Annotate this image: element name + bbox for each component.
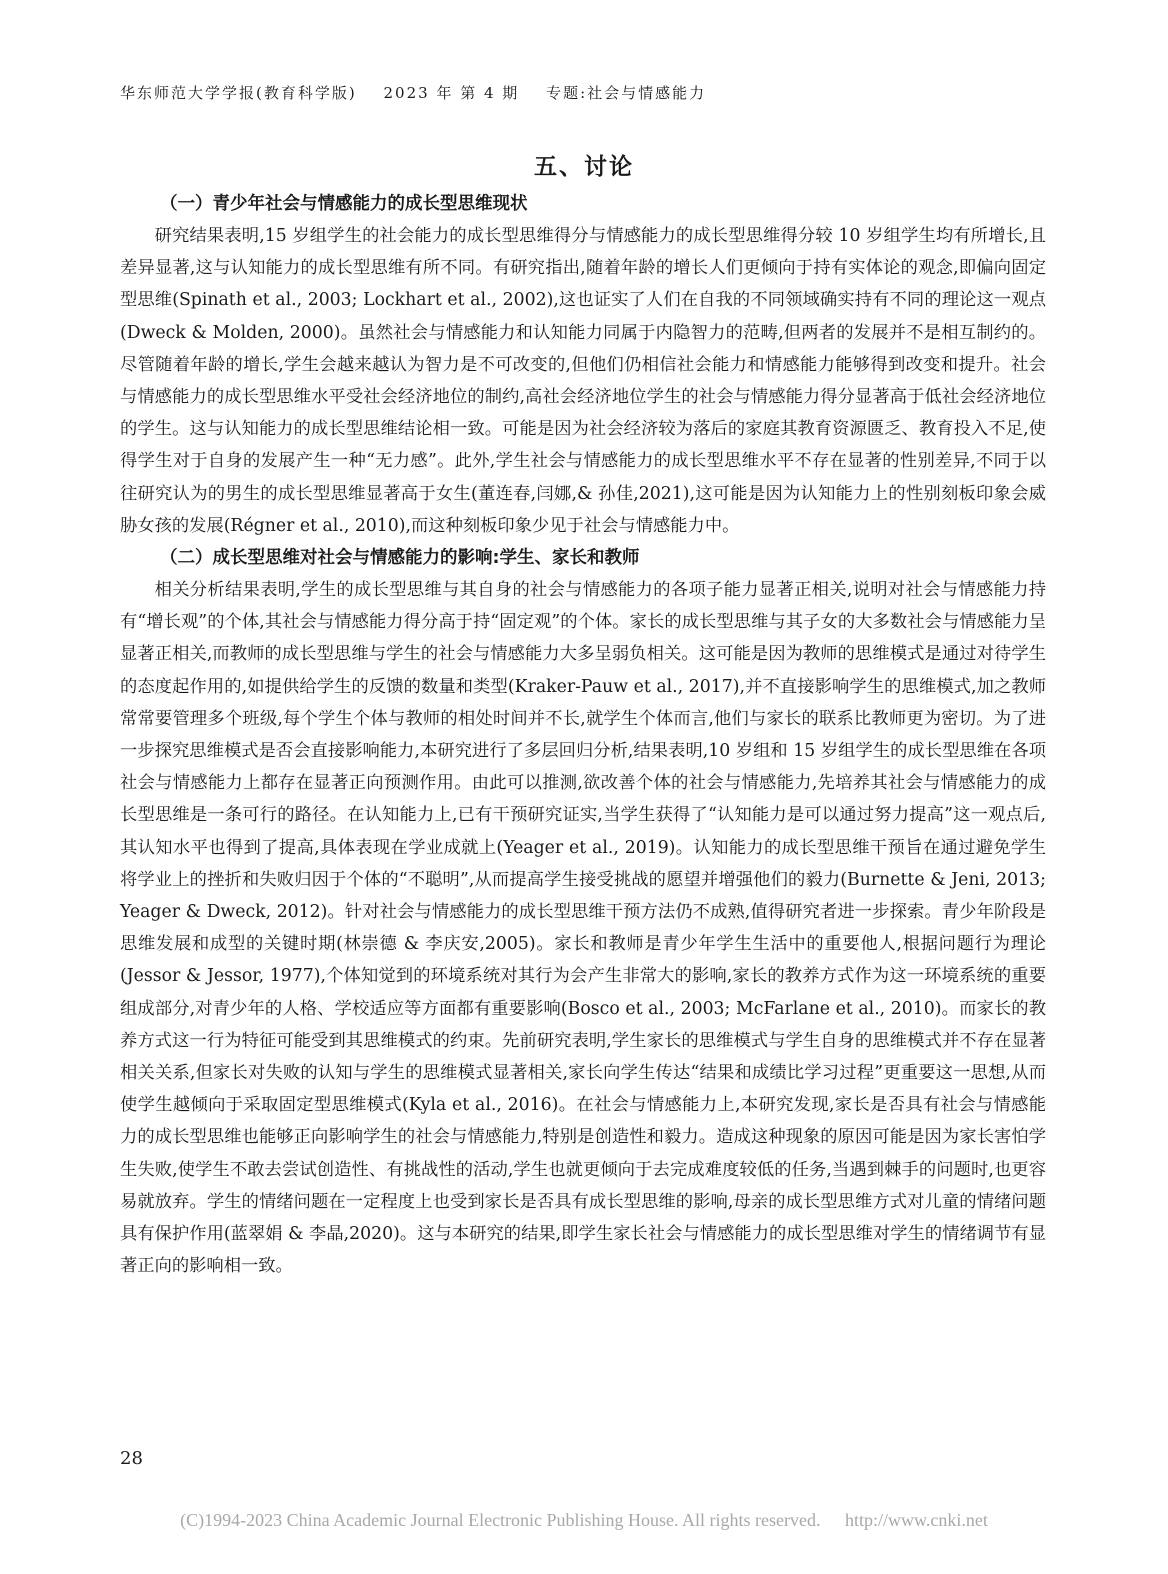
copyright-text: (C)1994-2023 China Academic Journal Electronic Publishing House. All rights reserved. <box>180 1510 821 1530</box>
page-number: 28 <box>120 1448 143 1469</box>
subsection-heading-2: （二）成长型思维对社会与情感能力的影响:学生、家长和教师 <box>160 548 640 569</box>
subsection-heading-1: （一）青少年社会与情感能力的成长型思维现状 <box>160 194 528 214</box>
section-title: 五、讨论 <box>534 154 634 180</box>
article-body <box>120 188 1046 1283</box>
cnki-url: http://www.cnki.net <box>845 1510 988 1530</box>
topic-label: 专题:社会与情感能力 <box>546 84 707 102</box>
paragraph-1: 研究结果表明,15 岁组学生的社会能力的成长型思维得分与情感能力的成长型思维得分较 10 岁组学生均有所增长,且差异显著,这与认知能力的成长型思维有所不同。有研究指出,随着年龄的增长人们更倾向于持有实体论的观念,即偏向固定型思维(Spinath et al., 2003; Lockhart et al., 2002),这也证实了人们在自我的不同领域确实持有不同的理论这一观点(Dweck & Molden, 2000)。虽然社会与情感能力和认知能力同属于内隐智力的范畴,但两者的发展并不是相互制约的。尽管随着年龄的增长,学生会越来越认为智力是不可改变的,但他们仍相信社会能力和情感能力能够得到改变和提升。社会与情感能力的成长型思维水平受社会经济地位的制约,高社会经济地位学生的社会与情感能力得分显著高于低社会经济地位的学生。这与认知能力的成长型思维结论相一致。可能是因为社会经济较为落后的家庭其教育资源匮乏、教育投入不足,使得学生对于自身的发展产生一种“无力感”。此外,学生社会与情感能力的成长型思维水平不存在显著的性别差异,不同于以往研究认为的男生的成长型思维显著高于女生(董连春,闫娜,& 孙佳,2021),这可能是因为认知能力上的性别刻板印象会威胁女孩的发展(Régner et al., 2010),而这种刻板印象少见于社会与情感能力中。 <box>120 226 1046 536</box>
issue-info: 2023 年 第 4 期 <box>383 84 520 102</box>
running-header <box>120 82 726 103</box>
journal-name: 华东师范大学学报(教育科学版) <box>120 84 357 102</box>
copyright-footer <box>0 1510 1168 1531</box>
paragraph-2: 相关分析结果表明,学生的成长型思维与其自身的社会与情感能力的各项子能力显著正相关,说明对社会与情感能力持有“增长观”的个体,其社会与情感能力得分高于持“固定观”的个体。家长的成长型思维与其子女的大多数社会与情感能力呈显著正相关,而教师的成长型思维与学生的社会与情感能力大多呈弱负相关。这可能是因为教师的思维模式是通过对待学生的态度起作用的,如提供给学生的反馈的数量和类型(Kraker-Pauw et al., 2017),并不直接影响学生的思维模式,加之教师常常要管理多个班级,每个学生个体与教师的相处时间并不长,就学生个体而言,他们与家长的联系比教师更为密切。为了进一步探究思维模式是否会直接影响能力,本研究进行了多层回归分析,结果表明,10 岁组和 15 岁组学生的成长型思维在各项社会与情感能力上都存在显著正向预测作用。由此可以推测,欲改善个体的社会与情感能力,先培养其社会与情感能力的成长型思维是一条可行的路径。在认知能力上,已有干预研究证实,当学生获得了“认知能力是可以通过努力提高”这一观点后,其认知水平也得到了提高,具体表现在学业成就上(Yeager et al., 2019)。认知能力的成长型思维干预旨在通过避免学生将学业上的挫折和失败归因于个体的“不聪明”,从而提高学生接受挑战的愿望并增强他们的毅力(Burnette & Jeni, 2013; Yeager & Dweck, 2012)。针对社会与情感能力的成长型思维干预方法仍不成熟,值得研究者进一步探索。青少年阶段是思维发展和成型的关键时期(林崇德 & 李庆安,2005)。家长和教师是青少年学生生活中的重要他人,根据问题行为理论(Jessor & Jessor, 1977),个体知觉到的环境系统对其行为会产生非常大的影响,家长的教养方式作为这一环境系统的重要组成部分,对青少年的人格、学校适应等方面都有重要影响(Bosco et al., 2003; McFarlane et al., 2010)。而家长的教养方式这一行为特征可能受到其思维模式的约束。先前研究表明,学生家长的思维模式与学生自身的思维模式并不存在显著相关关系,但家长对失败的认知与学生的思维模式显著相关,家长向学生传达“结果和成绩比学习过程”更重要这一思想,从而使学生越倾向于采取固定型思维模式(Kyla et al., 2016)。在社会与情感能力上,本研究发现,家长是否具有社会与情感能力的成长型思维也能够正向影响学生的社会与情感能力,特别是创造性和毅力。造成这种现象的原因可能是因为家长害怕学生失败,使学生不敢去尝试创造性、有挑战性的活动,学生也就更倾向于去完成难度较低的任务,当遇到棘手的问题时,也更容易就放弃。学生的情绪问题在一定程度上也受到家长是否具有成长型思维的影响,母亲的成长型思维方式对儿童的情绪问题具有保护作用(蓝翠娟 & 李晶,2020)。这与本研究的结果,即学生家长社会与情感能力的成长型思维对学生的情绪调节有显著正向的影响相一致。 <box>120 580 1046 1277</box>
